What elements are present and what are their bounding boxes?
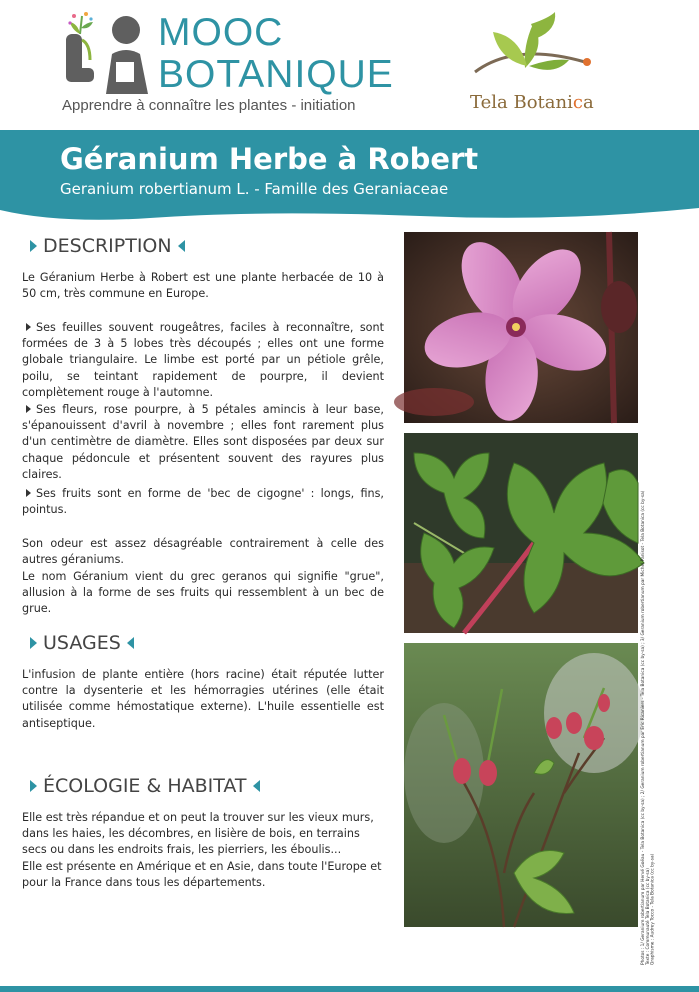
bullet-icon [26, 323, 31, 331]
arrow-left-icon [127, 637, 134, 649]
bullet-icon [26, 405, 31, 413]
description-intro: Le Géranium Herbe à Robert est une plante herbacée de 10 à 50 cm, très commune en Europe. [22, 271, 384, 301]
description-heading-text: DESCRIPTION [43, 235, 172, 257]
tela-botanica-name [470, 92, 594, 113]
ecologie-heading [30, 775, 260, 797]
ecologie-text-2: Elle est présente en Amérique et en Asie, dans toute l'Europe et pour la France dans tous les départements. [22, 860, 382, 890]
tela-name-part1: Tela Botani [470, 92, 573, 113]
description-fruits [22, 486, 384, 518]
tela-name-accent-letter: c [572, 92, 583, 113]
arrow-right-icon [30, 637, 37, 649]
mooc-subtitle: Apprendre à connaître les plantes - initiation [62, 97, 356, 114]
description-leaves [22, 320, 384, 401]
arrow-right-icon [30, 780, 37, 792]
mooc-botanique-logo [60, 10, 160, 98]
svg-text:Photos : 1/ Geranium robertian [639, 489, 656, 966]
mooc-title-line2: BOTANIQUE [158, 53, 394, 96]
description-flowers [22, 402, 384, 483]
bullet-icon [26, 489, 31, 497]
credits-photos: Photos : 1/ Geranium robertianum par Hervé Goëau - Tela Botanica (cc by-sa) ; 2/ Geranium robertianum par Eric Ricaniers - Tela Botanica (cc by-sa) ; 3/ Geranium robertianum par Michel Panisot - Tela Botanica (cc by-sa) [641, 490, 646, 965]
tela-name-part2: a [582, 92, 594, 113]
photo-fruits [404, 643, 638, 927]
description-odeur: Son odeur est assez désagréable contrairement à celle des autres géraniums. [22, 537, 384, 567]
person-icon [106, 16, 148, 94]
mooc-title-line1: MOOC [158, 11, 284, 54]
sprout-icon [68, 12, 93, 34]
description-nom: Le nom Géranium vient du grec geranos qui signifie "grue", allusion à la forme de ses fruits qui ressemblent à un bec de grue. [22, 570, 384, 616]
usages-text: L'infusion de plante entière (hors racine) était réputée lutter contre la dysenterie et les hémorragies utérines (elle était utilisée comme hémostatique externe). L'huile essentielle est antiseptique. [22, 668, 384, 730]
ecologie-heading-text: ÉCOLOGIE & HABITAT [43, 775, 247, 797]
arrow-left-icon [253, 780, 260, 792]
tela-botanica-leaf-logo [465, 10, 615, 90]
photo-leaves [404, 433, 638, 633]
ecologie-text-1: Elle est très répandue et on peut la trouver sur les vieux murs, dans les haies, les décombres, en lisière de bois, en terrains secs ou dans les endroits frais, les pierriers, les éboulis... [22, 811, 374, 857]
photo-flower [404, 232, 638, 423]
credits-graphisme: Graphisme : Audrey Tocco - Tela Botanica (cc by-sa) [650, 853, 656, 965]
usages-heading [30, 632, 134, 654]
description-flowers-text: Ses fleurs, rose pourpre, à 5 pétales amincis à leur base, s'épanouissent d'avril à novembre ; elles font rarement plus d'un centimètre de diamètre. Elles sont disposées par deux sur chaque pédoncule et présentent souvent des rayures plus claires. [22, 403, 384, 481]
arrow-left-icon [178, 240, 185, 252]
person-l-icon [66, 34, 94, 82]
description-fruits-text: Ses fruits sont en forme de 'bec de cigogne' : longs, fins, pointus. [22, 487, 384, 517]
credits-texte: Texte : Communauté Tela Botanica (cc by-sa) [645, 868, 651, 965]
page-subtitle: Geranium robertianum L. - Famille des Geraniaceae [60, 180, 449, 198]
bottom-rule [0, 986, 699, 992]
usages-heading-text: USAGES [43, 632, 121, 654]
page-title: Géranium Herbe à Robert [60, 142, 479, 176]
photo-credits [640, 380, 656, 965]
description-heading [30, 235, 185, 257]
arrow-right-icon [30, 240, 37, 252]
mooc-title [158, 12, 394, 96]
description-leaves-text: Ses feuilles souvent rougeâtres, faciles à reconnaître, sont formées de 3 à 5 lobes très découpés ; elles ont une forme globale triangulaire. Le limbe est porté par un pétiole grêle, poilu, se teintant rapidement de pourpre, il devient complètement rouge à l'automne. [22, 321, 384, 399]
